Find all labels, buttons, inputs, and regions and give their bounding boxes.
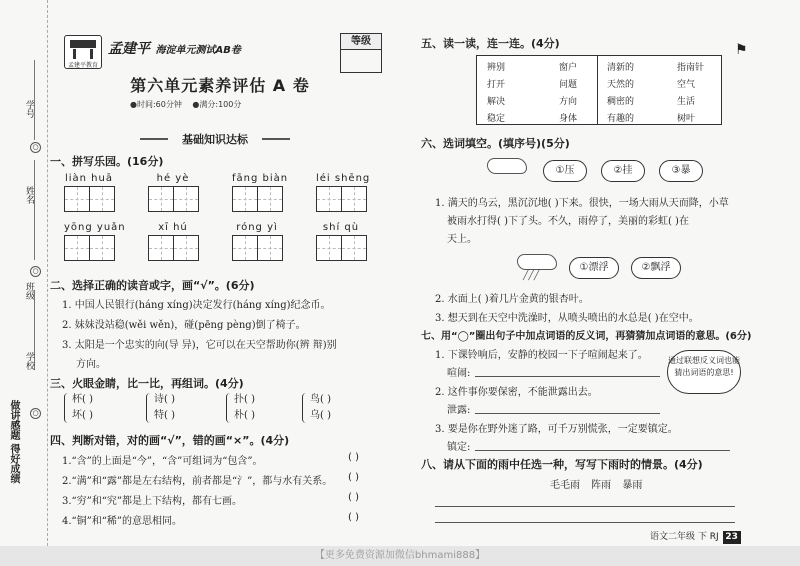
q2-item-3-cont: 方向。 — [76, 359, 106, 370]
cloud-icon — [517, 254, 557, 270]
q3-pair-3-a: 扑( ) — [234, 394, 255, 405]
margin-dot: ○ — [30, 142, 41, 153]
option-cloud-5: ②飘浮 — [631, 257, 681, 279]
q3-pair-1-a: 杯( ) — [72, 394, 93, 405]
margin-label-name: 姓名 — [24, 186, 34, 204]
q4-item-2: 2.“满”和“露”都是左右结构，前者都是“氵”，都与水有关系。 — [62, 476, 333, 487]
section-title: 基础知识达标 — [140, 131, 290, 147]
match-word[interactable]: 有趣的 — [607, 114, 635, 124]
q7-label-3: 镇定: — [447, 442, 471, 453]
q7-sentence-1: 1. 下课铃响后，安静的校园一下子喧闹起来了。 — [435, 350, 648, 361]
pinyin-label: hé yè — [156, 173, 190, 184]
match-col-4 — [677, 60, 704, 128]
writing-cell[interactable] — [64, 186, 90, 212]
margin-slogan: 做讲感题 得好成绩 — [8, 400, 19, 484]
exam-time: ●时间:60分钟 — [130, 100, 182, 109]
q4-item-1: 1.“含”的上面是“今”，“含”可组词为“包含”。 — [62, 456, 263, 467]
q2-title: 二、选择正确的读音或字，画“√”。(6分) — [50, 279, 255, 292]
page-label: 语文二年级 下 RJ — [650, 532, 719, 542]
q7-answer-line-3[interactable] — [475, 450, 730, 451]
writing-cell[interactable] — [232, 235, 258, 261]
pinyin-group — [232, 173, 288, 212]
matching-box — [476, 55, 722, 125]
writing-cell[interactable] — [316, 186, 342, 212]
match-word[interactable]: 打开 — [487, 80, 506, 90]
writing-cell[interactable] — [89, 186, 115, 212]
q3-pair-4-a: 鸟( ) — [310, 394, 331, 405]
match-word[interactable]: 方向 — [559, 97, 578, 107]
q6-sentence-3: 3. 想天到在天空中洗澡时，从喷头喷出的水总是( )在空中。 — [435, 313, 699, 324]
binding-margin — [0, 0, 48, 546]
writing-cell[interactable] — [64, 235, 90, 261]
match-word[interactable]: 生活 — [677, 97, 696, 107]
writing-cell[interactable] — [316, 235, 342, 261]
q6-sentence-1a: 1. 满天的乌云，黑沉沉地( )下来。很快，一场大雨从天而降，小草 — [435, 198, 729, 209]
pinyin-group — [64, 222, 126, 261]
match-word[interactable]: 空气 — [677, 80, 696, 90]
brace-icon — [302, 393, 308, 423]
match-col-3 — [607, 60, 634, 128]
cloud-icon — [487, 158, 527, 174]
pinyin-group — [316, 173, 370, 212]
q2-item-3: 3. 太阳是一个忠实的向(导 异)，它可以在天空帮助你(辨 辩)别 — [62, 340, 337, 351]
page-number: 23 — [723, 531, 741, 544]
margin-label-school: 学校 — [24, 352, 34, 370]
match-col-1 — [487, 60, 505, 128]
writing-cell[interactable] — [232, 186, 258, 212]
writing-cell[interactable] — [341, 235, 367, 261]
match-word[interactable]: 问题 — [559, 80, 578, 90]
brand-name — [108, 38, 241, 58]
q3-pair-4 — [302, 392, 331, 424]
q3-title: 三、火眼金睛，比一比，再组词。(4分) — [50, 377, 244, 390]
q3-pair-2-b: 特( ) — [154, 410, 175, 421]
q4-answer-3[interactable]: ( ) — [348, 492, 359, 503]
q4-item-3: 3.“穷”和“究”都是上下结构，都有七画。 — [62, 496, 242, 507]
tip-bubble: 通过联想反义词也能猜出词语的意思! — [667, 350, 741, 394]
pinyin-group — [316, 222, 366, 261]
q4-answer-2[interactable]: ( ) — [348, 472, 359, 483]
q4-answer-4[interactable]: ( ) — [348, 512, 359, 523]
margin-line — [34, 160, 35, 260]
pinyin-group — [64, 173, 114, 212]
writing-grid — [148, 186, 198, 212]
pinyin-label: fāng biàn — [232, 173, 289, 184]
q3-pair-2-a: 诗( ) — [154, 394, 175, 405]
q6-title: 六、选词填空。(填序号)(5分) — [421, 137, 570, 150]
writing-cell[interactable] — [89, 235, 115, 261]
option-cloud-3: ③暴 — [659, 160, 703, 182]
q2-item-2: 2. 妹妹没站稳(wěi wěn)，碰(pēng pèng)倒了椅子。 — [62, 320, 306, 331]
match-word[interactable]: 身体 — [559, 114, 578, 124]
match-word[interactable]: 稳定 — [487, 114, 506, 124]
q7-label-2: 泄露: — [447, 405, 471, 416]
writing-cell[interactable] — [341, 186, 367, 212]
option-cloud-4: ①漂浮 — [569, 257, 619, 279]
flag-icon: ⚑ — [735, 42, 748, 58]
match-col-2 — [559, 60, 577, 128]
logo-caption: 孟建平教育 — [67, 62, 98, 69]
q4-title: 四、判断对错，对的画“√”，错的画“×”。(4分) — [50, 434, 290, 447]
right-column — [405, 0, 800, 546]
page-footer — [650, 529, 741, 544]
pinyin-group — [232, 222, 282, 261]
pinyin-label: xī hú — [158, 222, 188, 233]
q3-pair-3-b: 朴( ) — [234, 410, 255, 421]
writing-cell[interactable] — [148, 235, 174, 261]
q7-label-1: 喧闹: — [447, 368, 471, 379]
q7-sentence-3: 3. 要是你在野外迷了路，可千万别慌张，一定要镇定。 — [435, 424, 678, 435]
pinyin-group — [148, 173, 198, 212]
q8-answer-line-2[interactable] — [435, 522, 735, 523]
q7-sentence-2: 2. 这件事你要保密，不能泄露出去。 — [435, 387, 598, 398]
pinyin-label: róng yì — [236, 222, 278, 233]
writing-cell[interactable] — [257, 186, 283, 212]
brand-series: 海淀单元测试AB卷 — [155, 45, 241, 56]
watermark-footer: 【更多免费资源加微信bhmami888】 — [0, 546, 800, 566]
q8-title: 八、请从下面的雨中任选一种，写写下雨时的情景。(4分) — [421, 458, 703, 471]
q7-title: 七、用“◯”圈出句子中加点词语的反义词，再猜猜加点词语的意思。(6分) — [421, 331, 752, 342]
pinyin-group — [148, 222, 198, 261]
writing-cell[interactable] — [173, 186, 199, 212]
margin-dot: ○ — [30, 408, 41, 419]
q6-sentence-2: 2. 水面上( )着几片金黄的银杏叶。 — [435, 294, 589, 305]
margin-dot: ○ — [30, 266, 41, 277]
writing-cell[interactable] — [257, 235, 283, 261]
option-cloud-1: ①压 — [543, 160, 587, 182]
match-word[interactable]: 辨别 — [487, 63, 506, 73]
writing-grid — [316, 186, 370, 212]
exam-score: ●满分:100分 — [192, 100, 242, 109]
match-word[interactable]: 天然的 — [607, 80, 635, 90]
brand-signature: 孟建平 — [108, 41, 150, 57]
q7-answer-line-1[interactable] — [475, 376, 660, 377]
match-word[interactable]: 解决 — [487, 97, 506, 107]
match-word[interactable]: 稠密的 — [607, 97, 635, 107]
logo-pillars — [73, 49, 93, 59]
match-word[interactable]: 指南针 — [677, 63, 705, 73]
margin-line — [34, 60, 35, 140]
writing-grid — [316, 235, 366, 261]
margin-label-class: 班级 — [24, 282, 34, 300]
exam-title: 第六单元素养评估 A 卷 — [130, 76, 310, 95]
brand-logo — [64, 35, 102, 69]
q3-pair-2 — [146, 392, 175, 424]
q4-answer-1[interactable]: ( ) — [348, 452, 359, 463]
brace-icon — [146, 393, 152, 423]
left-column — [50, 0, 395, 546]
logo-roof — [70, 40, 96, 48]
q1-title: 一、拼写乐园。(16分) — [50, 155, 164, 168]
writing-grid — [148, 235, 198, 261]
brace-icon — [64, 393, 70, 423]
q3-pair-1 — [64, 392, 93, 424]
pinyin-label: yōng yuǎn — [64, 222, 126, 233]
q3-pair-1-b: 坏( ) — [72, 410, 93, 421]
q5-title: 五、读一读，连一连。(4分) — [421, 37, 560, 50]
writing-grid — [232, 235, 282, 261]
brace-icon — [226, 393, 232, 423]
match-word[interactable]: 窗户 — [559, 63, 578, 73]
writing-grid — [64, 235, 126, 261]
q8-answer-line-1[interactable] — [435, 506, 735, 507]
q6-sentence-1c: 天上。 — [447, 234, 477, 245]
grade-label: 等级 — [341, 34, 381, 50]
writing-grid — [232, 186, 288, 212]
match-word[interactable]: 树叶 — [677, 114, 696, 124]
q6-sentence-1b: 被雨水打得( )下了头。不久，雨停了，美丽的彩虹( )在 — [447, 216, 689, 227]
rain-icon: ╱╱╱ — [523, 271, 540, 281]
option-cloud-2: ②挂 — [601, 160, 645, 182]
margin-label-student-id: 学号 — [24, 100, 34, 118]
pinyin-label: liàn huā — [64, 173, 113, 184]
q3-pair-3 — [226, 392, 255, 424]
margin-line — [34, 290, 35, 370]
q3-pair-4-b: 乌( ) — [310, 410, 331, 421]
match-word[interactable]: 清新的 — [607, 63, 635, 73]
exam-meta — [130, 99, 249, 110]
writing-cell[interactable] — [173, 235, 199, 261]
pinyin-label: léi shēng — [316, 173, 371, 184]
q2-item-1: 1. 中国人民银行(háng xíng)决定发行(háng xíng)纪念币。 — [62, 300, 331, 311]
writing-cell[interactable] — [148, 186, 174, 212]
q7-answer-line-2[interactable] — [475, 413, 660, 414]
pinyin-label: shí qù — [322, 222, 360, 233]
match-divider — [597, 56, 598, 124]
writing-grid — [64, 186, 114, 212]
grade-box — [340, 33, 382, 73]
q4-item-4: 4.“铜”和“稀”的意思相同。 — [62, 516, 182, 527]
q8-rain-types: 毛毛雨 阵雨 暴雨 — [550, 480, 643, 491]
